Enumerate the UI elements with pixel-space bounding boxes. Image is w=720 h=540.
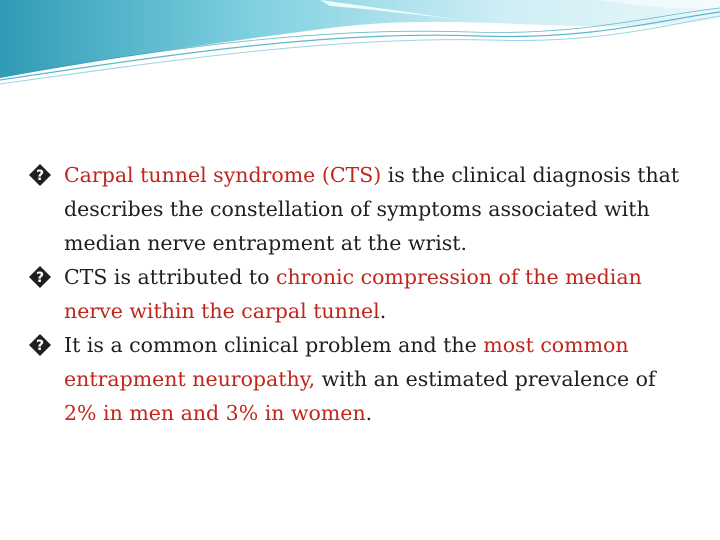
bullet-replacement-icon bbox=[28, 163, 52, 187]
body-text: CTS is attributed to bbox=[64, 265, 276, 289]
highlighted-text: 2% in men and 3% in women bbox=[64, 401, 366, 425]
body-text: with an estimated prevalence of bbox=[315, 367, 656, 391]
header-wave-decoration bbox=[0, 0, 720, 90]
highlighted-text: Carpal tunnel syndrome (CTS) bbox=[64, 163, 382, 187]
highlighted-text: most common entrapment neuropathy, bbox=[64, 333, 629, 391]
svg-text:?: ? bbox=[35, 338, 45, 354]
body-text: is the clinical diagnosis that describes the constellation of symptoms associated with median nerve entrapment at the wrist. bbox=[64, 163, 680, 255]
bullet-replacement-icon bbox=[28, 265, 52, 289]
highlighted-text: chronic compression of the median nerve within the carpal tunnel bbox=[64, 265, 642, 323]
body-text: . bbox=[365, 401, 373, 425]
bullet-item bbox=[28, 328, 688, 430]
svg-text:?: ? bbox=[35, 270, 45, 286]
body-text: . bbox=[379, 299, 387, 323]
bullet-item bbox=[28, 158, 688, 260]
svg-text:?: ? bbox=[35, 168, 45, 184]
bullet-list bbox=[28, 158, 688, 430]
body-text: It is a common clinical problem and the bbox=[64, 333, 484, 357]
bullet-item bbox=[28, 260, 688, 328]
bullet-replacement-icon bbox=[28, 333, 52, 357]
